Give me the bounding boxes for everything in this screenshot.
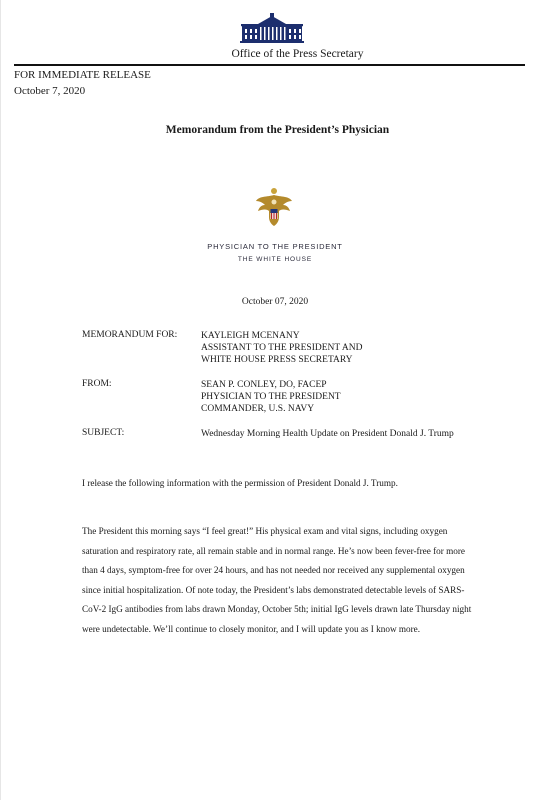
header-divider [14,64,525,66]
page-edge [0,0,1,800]
from-value: SEAN P. CONLEY, DO, FACEP PHYSICIAN TO THE PRESIDENT COMMANDER, U.S. NAVY [201,380,341,414]
memo-title: Memorandum from the President’s Physician [165,124,390,136]
memo-date: October 07, 2020 [241,297,309,307]
subject-value: Wednesday Morning Health Update on President Donald J. Trump [201,429,454,439]
physician-title: PHYSICIAN TO THE PRESIDENT [207,242,343,251]
health-update-paragraph: The President this morning says “I feel great!” His physical exam and vital signs, including oxygen saturation and respiratory rate, all remain stable and in normal range. He’s now been fever-free for more than 4 days, symptom-free for over 24 hours, and has not needed nor received any supplemental oxygen since initial hospitalization. Of note today, the President’s labs demonstrated detectable levels of SARS-CoV-2 IgG antibodies from labs drawn Monday, October 5th; initial IgG levels drawn late Thursday night were undetectable. We’ll continue to closely monitor, and I will update you as I know more. [82,526,472,634]
office-heading: Office of the Press Secretary [231,48,364,60]
subject-label: SUBJECT: [82,428,125,438]
from-label: FROM: [82,379,112,389]
release-statement: I release the following information with the permission of President Donald J. Trump. [82,478,398,488]
release-label: FOR IMMEDIATE RELEASE [14,69,151,81]
release-block [14,67,151,99]
memorandum-for-value: KAYLEIGH MCENANY ASSISTANT TO THE PRESIDENT AND WHITE HOUSE PRESS SECRETARY [201,331,363,365]
white-house-logo-icon [238,12,306,44]
physician-subtitle: THE WHITE HOUSE [237,256,313,263]
memorandum-for-label: MEMORANDUM FOR: [82,330,178,340]
release-date: October 7, 2020 [14,85,86,97]
presidential-seal-icon [253,187,295,229]
